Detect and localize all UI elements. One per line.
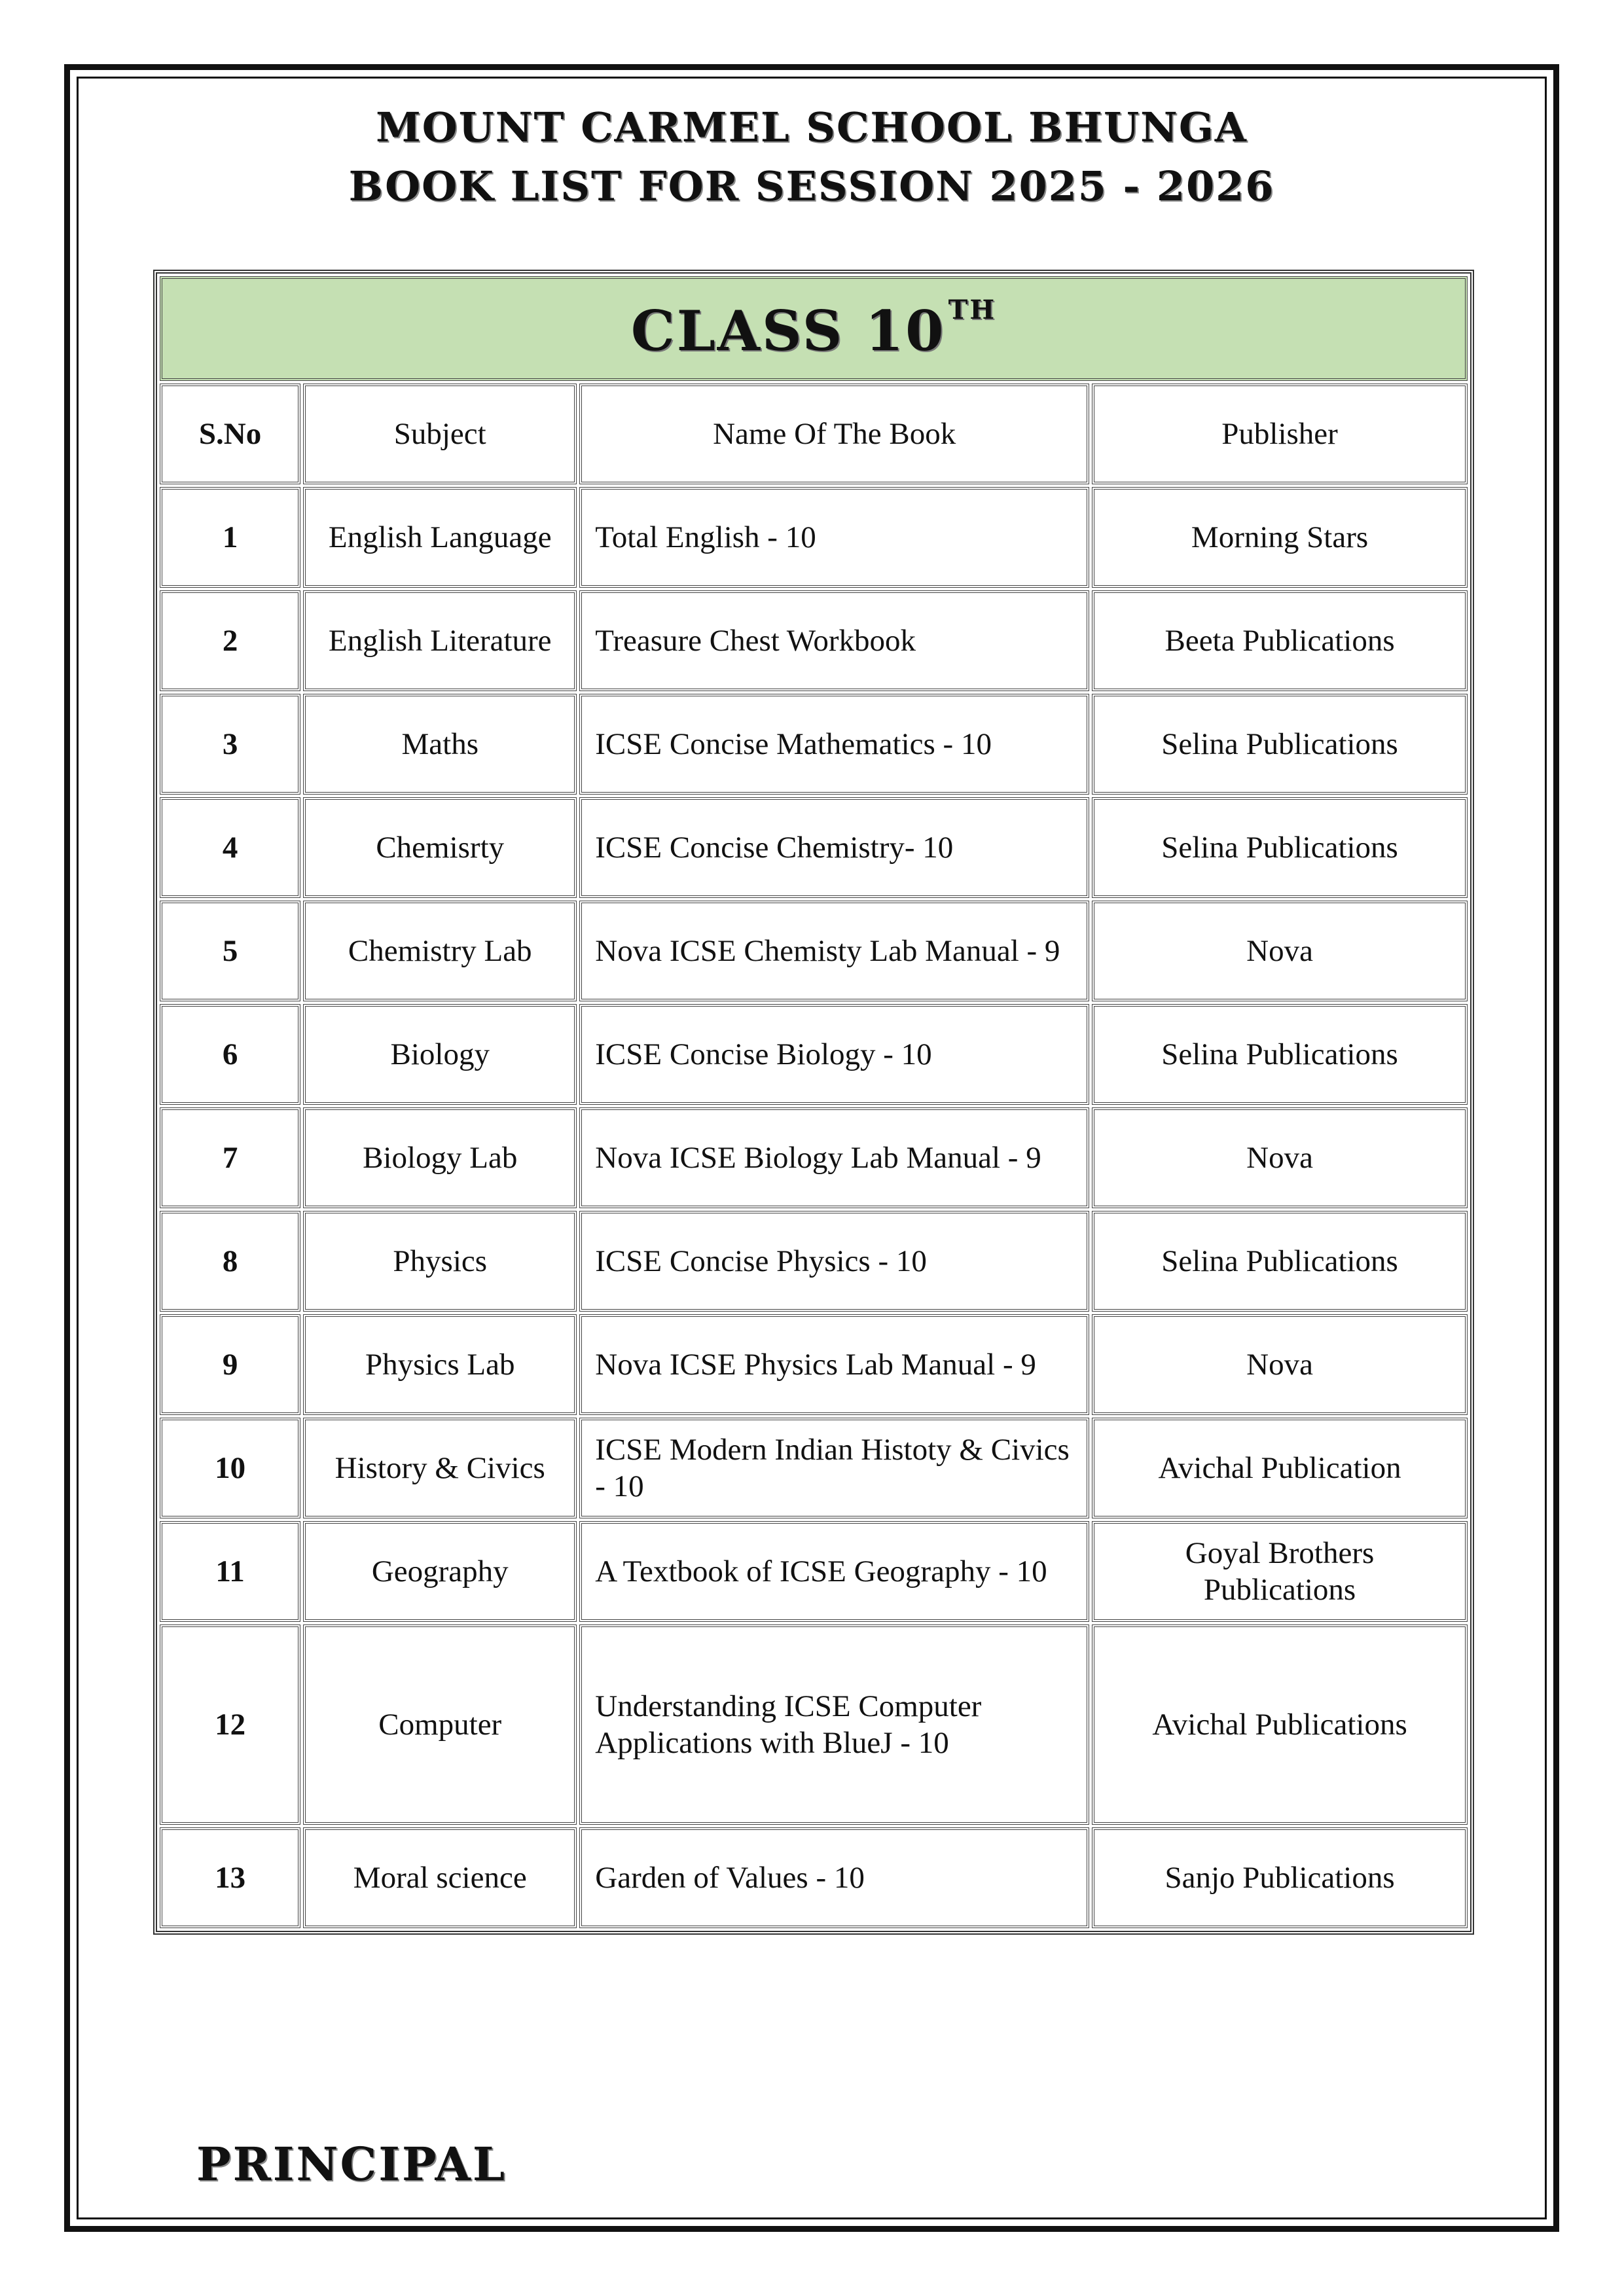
cell-subject: History & Civics <box>303 1418 577 1518</box>
cell-sno: 11 <box>160 1521 300 1622</box>
school-name: MOUNT CARMEL SCHOOL BHUNGA <box>376 103 1248 151</box>
header-subject: Subject <box>303 384 577 484</box>
cell-publisher: Selina Publications <box>1092 694 1468 795</box>
cell-publisher: Nova <box>1092 901 1468 1001</box>
cell-subject: Maths <box>303 694 577 795</box>
cell-sno: 8 <box>160 1211 300 1312</box>
principal-signature: PRINCIPAL <box>196 2137 507 2191</box>
cell-publisher: Selina Publications <box>1092 1004 1468 1105</box>
class-banner <box>160 276 1468 381</box>
table-row <box>160 1521 1468 1622</box>
header-publisher: Publisher <box>1092 384 1468 484</box>
table-header-row <box>160 384 1468 484</box>
cell-subject: Chemistry Lab <box>303 901 577 1001</box>
cell-subject: Physics Lab <box>303 1314 577 1415</box>
cell-publisher: Selina Publications <box>1092 797 1468 898</box>
cell-book-name: Nova ICSE Physics Lab Manual - 9 <box>579 1314 1089 1415</box>
cell-publisher: Beeta Publications <box>1092 590 1468 691</box>
cell-sno: 2 <box>160 590 300 691</box>
cell-book-name: Garden of Values - 10 <box>579 1827 1089 1928</box>
table-row <box>160 694 1468 795</box>
header-sno: S.No <box>160 384 300 484</box>
table-row <box>160 797 1468 898</box>
cell-publisher: Avichal Publications <box>1092 1624 1468 1825</box>
book-list-table <box>153 270 1474 1935</box>
table-row <box>160 487 1468 588</box>
class-label: CLASS 10 <box>630 298 946 363</box>
table-row <box>160 901 1468 1001</box>
cell-publisher: Nova <box>1092 1314 1468 1415</box>
cell-sno: 5 <box>160 901 300 1001</box>
cell-sno: 12 <box>160 1624 300 1825</box>
table-row <box>160 1827 1468 1928</box>
cell-book-name: ICSE Modern Indian Histoty & Civics - 10 <box>579 1418 1089 1518</box>
cell-subject: Physics <box>303 1211 577 1312</box>
class-banner-row <box>160 276 1468 381</box>
header-book-name: Name Of The Book <box>579 384 1089 484</box>
cell-subject: Biology <box>303 1004 577 1105</box>
cell-subject: English Language <box>303 487 577 588</box>
cell-publisher: Sanjo Publications <box>1092 1827 1468 1928</box>
class-suffix: TH <box>948 294 997 325</box>
document-header <box>79 101 1545 213</box>
table-row <box>160 1624 1468 1825</box>
cell-publisher: Goyal Brothers Publications <box>1092 1521 1468 1622</box>
cell-book-name: ICSE Concise Biology - 10 <box>579 1004 1089 1105</box>
cell-publisher: Morning Stars <box>1092 487 1468 588</box>
cell-sno: 10 <box>160 1418 300 1518</box>
cell-book-name: ICSE Concise Mathematics - 10 <box>579 694 1089 795</box>
cell-book-name: ICSE Concise Chemistry- 10 <box>579 797 1089 898</box>
cell-book-name: Understanding ICSE Computer Applications with BlueJ - 10 <box>579 1624 1089 1825</box>
cell-sno: 9 <box>160 1314 300 1415</box>
cell-sno: 6 <box>160 1004 300 1105</box>
table-row <box>160 1107 1468 1208</box>
cell-subject: English Literature <box>303 590 577 691</box>
cell-publisher: Avichal Publication <box>1092 1418 1468 1518</box>
cell-subject: Chemisrty <box>303 797 577 898</box>
session-title: BOOK LIST FOR SESSION 2025 - 2026 <box>348 162 1275 210</box>
cell-book-name: Nova ICSE Chemisty Lab Manual - 9 <box>579 901 1089 1001</box>
cell-book-name: ICSE Concise Physics - 10 <box>579 1211 1089 1312</box>
cell-publisher: Nova <box>1092 1107 1468 1208</box>
cell-book-name: A Textbook of ICSE Geography - 10 <box>579 1521 1089 1622</box>
table-row <box>160 1004 1468 1105</box>
cell-sno: 4 <box>160 797 300 898</box>
table-row <box>160 590 1468 691</box>
cell-sno: 3 <box>160 694 300 795</box>
cell-publisher: Selina Publications <box>1092 1211 1468 1312</box>
table-row <box>160 1418 1468 1518</box>
cell-subject: Computer <box>303 1624 577 1825</box>
table-row <box>160 1314 1468 1415</box>
cell-sno: 1 <box>160 487 300 588</box>
cell-book-name: Treasure Chest Workbook <box>579 590 1089 691</box>
cell-sno: 7 <box>160 1107 300 1208</box>
cell-book-name: Nova ICSE Biology Lab Manual - 9 <box>579 1107 1089 1208</box>
cell-subject: Geography <box>303 1521 577 1622</box>
cell-sno: 13 <box>160 1827 300 1928</box>
table-row <box>160 1211 1468 1312</box>
cell-subject: Biology Lab <box>303 1107 577 1208</box>
cell-book-name: Total English - 10 <box>579 487 1089 588</box>
cell-subject: Moral science <box>303 1827 577 1928</box>
